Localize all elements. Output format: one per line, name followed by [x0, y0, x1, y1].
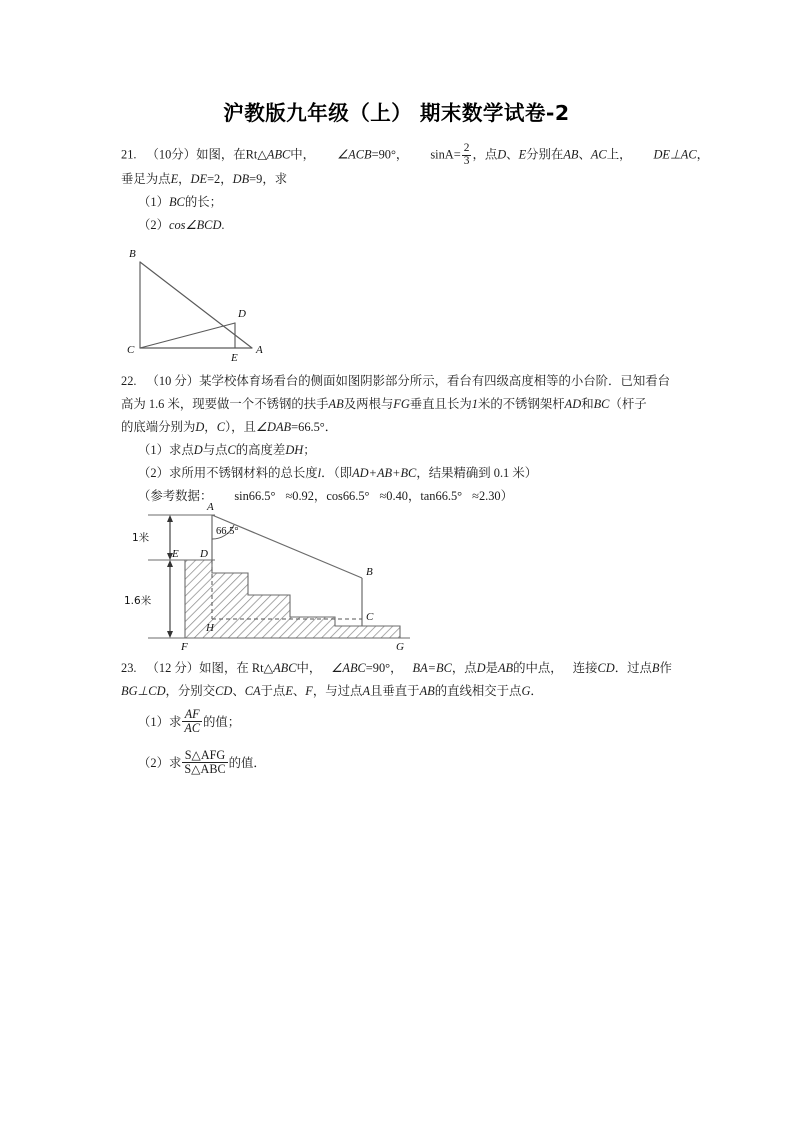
q22-s1e: 的高度差	[235, 443, 286, 457]
q22-s2b: l	[317, 466, 322, 480]
q22-v2: D	[195, 420, 205, 434]
q23-t5: =90°，	[365, 661, 403, 675]
q22-points: （10 分）	[146, 374, 200, 388]
q23-u16: ．	[530, 684, 543, 698]
q23-stem-line-1	[121, 657, 683, 680]
q23-sub-2	[121, 741, 683, 785]
q23-frac2-num: S△AFG	[182, 749, 227, 763]
q22-u1: 高为 1.6 米，现要做一个不锈钢的扶手	[121, 397, 329, 411]
q23-sub2-label: （2）	[138, 756, 169, 770]
q22-s2d: AD+AB+BC	[352, 466, 417, 480]
q23-u1: BG⊥CD	[121, 684, 166, 698]
q21-t8: ，点	[472, 147, 498, 162]
steps-label-e: E	[172, 548, 179, 560]
q22-sub1-label: （1）	[138, 443, 169, 457]
steps-label-g: G	[396, 641, 404, 653]
q22-u4: FG	[393, 397, 410, 411]
q22-sub-1	[121, 439, 683, 462]
steps-label-a: A	[207, 501, 214, 513]
q23-frac1-den: AC	[184, 721, 200, 736]
q21-u6: DB	[232, 171, 250, 186]
q23-sub1-a: 求	[168, 715, 182, 729]
q23-u13: AB	[419, 684, 435, 698]
q22-v1: 的底端分别为	[121, 420, 196, 434]
q23-u4: 、	[232, 684, 245, 698]
q21-stem-line-2	[121, 168, 683, 191]
q23-t7: ，点	[451, 661, 477, 675]
q23-t12: 连接	[572, 661, 598, 675]
q22-stem-line-2	[121, 393, 683, 416]
q22-u10: BC	[593, 397, 610, 411]
steps-angle-label: 66.5°	[216, 526, 239, 537]
q21-t1: 如图，在Rt△	[196, 147, 267, 162]
q22-stem-line-1	[121, 370, 683, 393]
q23-u5: CA	[244, 684, 261, 698]
steps-svg	[124, 498, 430, 656]
q22-s2a: 求所用不锈钢材料的总长度	[168, 466, 318, 480]
q22-s2e: ，结果精确到 0.1 米）	[416, 466, 538, 480]
q22-u6: 1	[471, 397, 478, 411]
q21-sub1-a: BC	[168, 194, 185, 209]
q21-t9: D	[497, 147, 507, 162]
q22-v5: ），且	[224, 420, 256, 434]
q23-fraction-af-ac	[182, 708, 202, 734]
q21-sub2-label: （2）	[138, 217, 169, 232]
figure-stadium-steps	[124, 498, 430, 656]
q22-stem-line-3	[121, 416, 683, 439]
q22-n4: cos66.5°	[326, 489, 370, 503]
q21-t10: 、	[506, 147, 519, 162]
q22-n2: sin66.5°	[234, 489, 276, 503]
q23-u6: 于点	[260, 684, 286, 698]
q21-t15: AC	[590, 147, 607, 162]
q23-u7: E	[285, 684, 293, 698]
q23-t4: ∠ABC	[331, 661, 366, 675]
q23-t10: AB	[497, 661, 514, 675]
q21-u1: 垂足为点	[121, 171, 171, 186]
q21-sub1-b: 的长；	[184, 194, 222, 209]
q23-t11: 的中点，	[513, 661, 563, 675]
q21-number: 21.	[121, 147, 137, 162]
steps-dim-top: 1米	[132, 532, 150, 544]
q22-v7: =66.5°．	[291, 420, 338, 434]
q21-u7: =9，求	[249, 171, 288, 186]
q23-u14: 的直线相交于点	[434, 684, 522, 698]
steps-label-b: B	[366, 566, 373, 578]
q23-u2: ，分别交	[165, 684, 216, 698]
q23-points: （12 分）	[146, 661, 200, 675]
q21-u5: =2，	[207, 171, 233, 186]
q23-u10: ，与过点	[312, 684, 363, 698]
q23-t6: BA=BC	[412, 661, 452, 675]
question-23	[121, 657, 683, 785]
q21-sub2-a: cos∠BCD	[168, 217, 222, 232]
q22-s1d: C	[227, 443, 236, 457]
q21-t3: 中，	[290, 147, 316, 162]
q23-t2: ABC	[273, 661, 297, 675]
q23-frac2-den: S△ABC	[184, 762, 226, 777]
q23-fraction-area-ratio	[182, 749, 227, 775]
q23-u12: 且垂直于	[370, 684, 420, 698]
q21-sub-1	[121, 191, 683, 214]
question-21	[121, 142, 710, 237]
q23-number: 23.	[121, 661, 137, 675]
q22-v6: ∠DAB	[255, 420, 292, 434]
q22-u11: （杆子	[609, 397, 647, 411]
q22-t1: 某学校体育场看台的侧面如图阴影部分所示，看台有四级高度相等的小台阶．已知看台	[199, 374, 671, 388]
q23-sub1-b: 的值；	[202, 715, 241, 729]
label-e: E	[231, 352, 238, 364]
q21-t7: =	[453, 147, 461, 162]
q23-t9: 是	[485, 661, 498, 675]
q21-u4: DE	[190, 171, 208, 186]
q23-t3: 中，	[296, 661, 322, 675]
q23-t16: 作	[659, 661, 672, 675]
q23-t13: CD	[597, 661, 615, 675]
q22-u7: 米的不锈钢架杆	[477, 397, 565, 411]
triangle-svg	[110, 243, 285, 368]
q21-t16: 上，	[606, 147, 632, 162]
q21-u2: E	[170, 171, 179, 186]
q22-n6: tan66.5°	[420, 489, 463, 503]
q21-sub-2	[121, 214, 683, 237]
q23-sub1-label: （1）	[138, 715, 169, 729]
q22-v4: C	[216, 420, 225, 434]
q21-t2: ABC	[266, 147, 291, 162]
label-d: D	[238, 308, 246, 320]
q21-t6: sinA	[430, 147, 454, 162]
q23-u8: 、	[292, 684, 306, 698]
q22-n3: ≈0.92，	[285, 489, 327, 503]
question-22	[121, 370, 683, 508]
q21-t18: ，	[696, 147, 710, 162]
q23-u11: A	[362, 684, 371, 698]
q22-u3: 及两根与	[343, 397, 394, 411]
handrail-ab	[212, 515, 362, 578]
q22-s1a: 求点	[168, 443, 194, 457]
q22-u5: 垂直且长为	[409, 397, 472, 411]
q22-sub2-label: （2）	[138, 466, 169, 480]
q22-s1c: 与点	[202, 443, 228, 457]
q22-s1b: D	[193, 443, 203, 457]
q21-u3: ，	[178, 171, 191, 186]
steps-label-h: H	[206, 622, 214, 634]
segment-cd	[140, 323, 235, 348]
label-b: B	[129, 248, 136, 260]
q21-t14: 、	[578, 147, 591, 162]
q21-t4: ∠ACB	[337, 147, 372, 162]
dimension-arrow-1-6m	[167, 560, 173, 638]
q23-t15: B	[651, 661, 660, 675]
q23-frac1-num: AF	[182, 708, 202, 722]
q22-n7: ≈2.30）	[472, 489, 514, 503]
q23-sub2-b: 的值．	[228, 756, 266, 770]
steps-dim-bottom: 1.6米	[124, 595, 152, 607]
q22-s2c: ．（即	[321, 466, 353, 480]
q21-t5: =90°，	[371, 147, 409, 162]
steps-label-d: D	[200, 548, 208, 560]
steps-label-f: F	[181, 641, 188, 653]
q21-sub2-b: .	[221, 217, 225, 232]
q23-t14: ．过点	[614, 661, 652, 675]
q21-stem-line-1	[121, 142, 710, 168]
q22-sub-2	[121, 462, 683, 485]
q22-s1f: DH	[285, 443, 304, 457]
q22-n1: （参考数据：	[138, 489, 213, 503]
q23-u15: G	[521, 684, 531, 698]
figure-triangle-abc	[110, 243, 285, 368]
q23-t8: D	[476, 661, 486, 675]
label-c: C	[127, 344, 135, 356]
q21-t12: 分别在	[526, 147, 564, 162]
q22-u2: AB	[328, 397, 344, 411]
q23-t1: 如图，在 Rt△	[199, 661, 274, 675]
page-title: 沪教版九年级（上） 期末数学试卷-2	[223, 101, 570, 125]
q23-sub-1	[121, 703, 683, 741]
q21-points: （10分）	[146, 147, 197, 162]
q21-t17: DE⊥AC	[653, 147, 697, 162]
q21-t13: AB	[563, 147, 579, 162]
q23-stem-line-2	[121, 680, 683, 703]
q22-number: 22.	[121, 374, 137, 388]
q22-v3: ，	[204, 420, 217, 434]
q22-u8: AD	[564, 397, 582, 411]
q23-u9: F	[305, 684, 313, 698]
q21-fraction-sina	[462, 143, 472, 168]
q22-u9: 和	[581, 397, 594, 411]
steps-label-c: C	[366, 611, 374, 623]
q21-frac-num: 2	[463, 142, 470, 154]
q22-s1g: ；	[303, 443, 316, 457]
label-a: A	[256, 344, 263, 356]
q21-sub1-label: （1）	[138, 194, 169, 209]
q21-frac-den: 3	[463, 154, 470, 167]
q21-t11: E	[518, 147, 527, 162]
q22-n5: ≈0.40，	[379, 489, 421, 503]
q23-u3: CD	[215, 684, 233, 698]
q23-sub2-a: 求	[168, 756, 182, 770]
